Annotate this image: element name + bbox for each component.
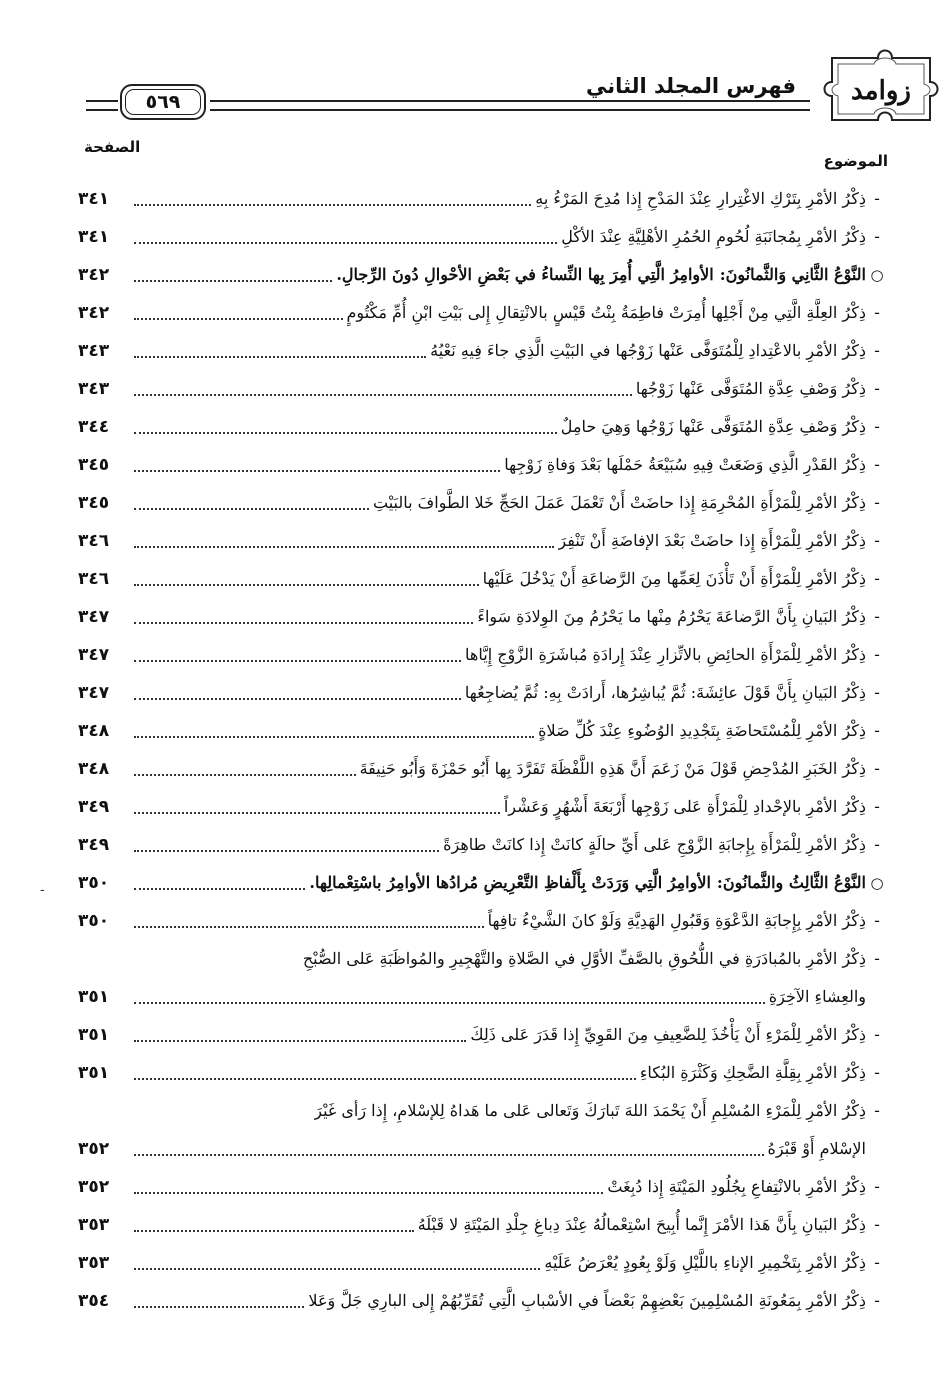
entry-dash-icon: - — [874, 455, 880, 474]
dot-leader — [134, 470, 500, 472]
entry-page-number: ٣٤٩ — [78, 797, 110, 817]
entry-page-number: ٣٤٣ — [78, 379, 110, 399]
index-entry — [78, 940, 888, 1016]
index-entry — [78, 560, 888, 598]
dot-leader — [134, 204, 531, 206]
entry-text: ذِكْرُ الأمْرِ بالمُبادَرَةِ في اللُّحُوقِ بالصَّفِّ الأوَّلِ في الصَّلاةِ والتَّهْجِيرِ والمُواظَبَةِ عَلى الصُّبْحِ — [302, 949, 866, 968]
index-entry — [78, 484, 888, 522]
dot-leader — [134, 1192, 603, 1194]
entry-dash-icon: - — [874, 911, 880, 930]
dot-leader — [134, 318, 343, 320]
emblem-text: زوامد — [851, 76, 911, 106]
entry-page-number: ٣٤٧ — [78, 683, 110, 703]
entry-page-number: ٣٤٤ — [78, 417, 110, 437]
entry-text: ذِكْرُ العِلَّةِ الَّتِي مِنْ أَجْلِها أُمِرَتْ فاطِمَةُ بِنْتُ قَيْسٍ بالانْتِقالِ إِلى بَيْتِ ابْنِ أُمِّ مَكْتُومٍ — [346, 303, 866, 322]
entry-dash-icon: - — [874, 683, 880, 702]
index-entry — [78, 1168, 888, 1206]
index-entry — [78, 1092, 888, 1168]
entry-text: الأوامِرُ الَّتِي وَرَدَتْ بِأَلْفاظِ التَّعْرِيضِ مُرادُها الأوامِرُ باسْتِعْمالِها. — [309, 873, 711, 892]
dot-leader — [134, 1040, 466, 1042]
dot-leader — [134, 1078, 636, 1080]
section-heading-label: النَّوْعُ الثَّانِي وَالثَّمانُونَ: — [719, 265, 866, 284]
entry-dash-icon: - — [874, 645, 880, 664]
section-bullet-icon: ○ — [870, 266, 884, 284]
entry-text: ذِكْرُ الأمْرِ بِمَعُونَةِ المُسْلِمِينَ بَعْضِهِمْ بَعْضاً في الأسْبابِ الَّتِي تُقَرِّبُهُمْ إِلى البارِي جَلَّ وَعَلا — [308, 1291, 866, 1310]
index-entry — [78, 218, 888, 256]
section-heading-label: النَّوْعُ الثَّالِثُ والثَّمانُونَ: — [716, 873, 866, 892]
margin-mark: - — [40, 882, 45, 898]
dot-leader — [134, 888, 305, 890]
entry-text: الإسْلامِ أَوْ قَبْرَهُ — [767, 1139, 866, 1158]
entry-text: ذِكْرُ الخَبَرِ المُدْحِضِ قَوْلَ مَنْ زَعَمَ أَنَّ هَذِهِ اللَّفْظَةَ تَفَرَّدَ بِها أَبُو حَمْزَةَ وَأَبُو حَنِيفَةَ — [359, 759, 866, 778]
entry-dash-icon: - — [874, 493, 880, 512]
entry-dash-icon: - — [874, 1063, 880, 1082]
entry-page-number: ٣٤٢ — [78, 265, 110, 285]
index-entry — [78, 674, 888, 712]
index-entry — [78, 1206, 888, 1244]
index-entry — [78, 294, 888, 332]
entry-dash-icon: - — [874, 1215, 880, 1234]
entry-page-number: ٣٥٤ — [78, 1291, 110, 1311]
dot-leader — [134, 546, 554, 548]
entry-dash-icon: - — [874, 341, 880, 360]
entry-dash-icon: - — [874, 1025, 880, 1044]
entry-text: ذِكْرُ الأمْرِ بِإِجابَةِ الدَّعْوَةِ وَقَبُولِ الهَدِيَّةِ وَلَوْ كانَ الشَّيْءُ تافِهاً — [487, 911, 866, 930]
entry-dash-icon: - — [874, 1253, 880, 1272]
index-entry — [78, 332, 888, 370]
index-entry — [78, 788, 888, 826]
index-entry — [78, 636, 888, 674]
dot-leader — [134, 1306, 304, 1308]
entry-text: ذِكْرُ الأمْرِ بالإحْدادِ لِلْمَرْأَةِ عَلى زَوْجِها أَرْبَعَةَ أَشْهُرٍ وَعَشْراً — [503, 797, 866, 816]
dot-leader — [134, 1268, 540, 1270]
entry-page-number: ٣٥١ — [78, 1063, 110, 1083]
entry-page-number: ٣٤١ — [78, 227, 110, 247]
dot-leader — [134, 356, 426, 358]
entry-text: ذِكْرُ البَيانِ بِأَنَّ الرَّضاعَةَ يَحْرُمُ مِنْها ما يَحْرُمُ مِنَ الوِلادَةِ سَواءً — [477, 607, 866, 626]
dot-leader — [134, 850, 439, 852]
column-heading-page: الصفحة — [84, 138, 141, 156]
entry-page-number: ٣٤٩ — [78, 835, 110, 855]
entry-text: ذِكْرُ وَصْفِ عِدَّةِ المُتَوَفَّى عَنْها زَوْجُها وَهِيَ حامِلٌ — [560, 417, 866, 436]
page-title: فهرس المجلد الثاني — [586, 74, 796, 98]
entry-page-number: ٣٤٥ — [78, 455, 110, 475]
entry-page-number: ٣٤٨ — [78, 759, 110, 779]
entry-text: ذِكْرُ الأمْرِ لِلْمَرْأَةِ الحائِضِ بالاتِّزارِ عِنْدَ إِرادَةِ مُباشَرَةِ الزَّوْجِ إِيَّاها — [465, 645, 866, 664]
entry-dash-icon: - — [874, 1291, 880, 1310]
dot-leader — [134, 280, 332, 282]
entry-dash-icon: - — [874, 759, 880, 778]
dot-leader — [134, 394, 632, 396]
index-entry — [78, 446, 888, 484]
section-heading-entry — [78, 864, 888, 902]
entry-dash-icon: - — [874, 607, 880, 626]
dot-leader — [134, 508, 369, 510]
entry-page-number: ٣٤٢ — [78, 303, 110, 323]
entry-text: ذِكْرُ الأمْرِ بِمُجانَبَةِ لُحُومِ الحُمُرِ الأهْلِيَّةِ عِنْدَ الأكْلِ — [561, 227, 866, 246]
entry-page-number: ٣٥١ — [78, 987, 110, 1007]
index-entries-list — [78, 180, 888, 1320]
dot-leader — [134, 926, 484, 928]
page-number: ٥٦٩ — [120, 84, 206, 120]
entry-text: ذِكْرُ الأمْرِ بالاعْتِدادِ لِلْمُتَوَفَّى عَنْها زَوْجُها في البَيْتِ الَّذِي جاءَ فِيهِ نَعْيُهُ — [430, 341, 866, 360]
index-entry — [78, 826, 888, 864]
header-rule-left — [86, 100, 118, 111]
column-heading-topic: الموضوع — [823, 152, 888, 170]
index-entry — [78, 180, 888, 218]
entry-page-number: ٣٤٥ — [78, 493, 110, 513]
entry-dash-icon: - — [874, 379, 880, 398]
entry-dash-icon: - — [874, 303, 880, 322]
entry-dash-icon: - — [874, 531, 880, 550]
entry-page-number: ٣٤٣ — [78, 341, 110, 361]
index-entry — [78, 712, 888, 750]
entry-dash-icon: - — [874, 417, 880, 436]
entry-dash-icon: - — [874, 797, 880, 816]
dot-leader — [134, 1002, 765, 1004]
dot-leader — [134, 584, 479, 586]
entry-dash-icon: - — [874, 189, 880, 208]
entry-page-number: ٣٤٧ — [78, 607, 110, 627]
entry-text: الأوامِرُ الَّتِي أُمِرَ بِها النِّساءُ في بَعْضِ الأحْوالِ دُونَ الرِّجالِ. — [336, 265, 714, 284]
entry-text: ذِكْرُ الأمْرِ لِلْمَرْءِ المُسْلِمِ أَنْ يَحْمَدَ اللهَ تَبارَكَ وَتَعالى عَلى ما هَداهُ لِلإسْلامِ، إِذا رَأى غَيْرَ — [314, 1101, 866, 1120]
index-entry — [78, 370, 888, 408]
dot-leader — [134, 1230, 414, 1232]
index-entry — [78, 598, 888, 636]
entry-text: ذِكْرُ الأمْرِ لِلْمَرْأَةِ المُحْرِمَةِ إِذا حاضَتْ أَنْ تَعْمَلَ عَمَلَ الحَجِّ خَلا الطَّوافَ بالبَيْتِ — [373, 493, 866, 512]
entry-dash-icon: - — [874, 1101, 880, 1120]
entry-text: ذِكْرُ الأمْرِ لِلْمَرْأَةِ بِإِجابَةِ الزَّوْجِ عَلى أَيِّ حالَةٍ كانَتْ إِذا كانَتْ طاهِرَةً — [443, 835, 866, 854]
entry-text: ذِكْرُ الأمْرِ لِلْمَرْأَةِ إِذا حاضَتْ بَعْدَ الإفاضَةِ أَنْ تَنْفِرَ — [558, 531, 866, 550]
entry-page-number: ٣٤٦ — [78, 531, 110, 551]
dot-leader — [134, 698, 461, 700]
index-entry — [78, 1054, 888, 1092]
entry-page-number: ٣٥٢ — [78, 1139, 110, 1159]
dot-leader — [134, 1154, 764, 1156]
entry-page-number: ٣٥٣ — [78, 1253, 110, 1273]
puzzle-emblem-icon — [818, 44, 940, 126]
entry-page-number: ٣٤١ — [78, 189, 110, 209]
index-entry — [78, 750, 888, 788]
entry-text: ذِكْرُ الأمْرِ بِتَرْكِ الاغْتِرارِ عِنْدَ المَدْحِ إِذا مُدِحَ المَرْءُ بِهِ — [535, 189, 866, 208]
dot-leader — [134, 432, 557, 434]
index-entry — [78, 1282, 888, 1320]
entry-text: ذِكْرُ الأمْرِ بِقِلَّةِ الضَّحِكِ وَكَثْرَةِ البُكاءِ — [639, 1063, 866, 1082]
entry-dash-icon: - — [874, 569, 880, 588]
entry-text: ذِكْرُ الأمْرِ بِتَخْمِيرِ الإناءِ باللَّيْلِ وَلَوْ بِعُودٍ يُعْرَضُ عَلَيْهِ — [544, 1253, 866, 1272]
entry-dash-icon: - — [874, 949, 880, 968]
entry-page-number: ٣٤٨ — [78, 721, 110, 741]
entry-text: ذِكْرُ الأمْرِ لِلْمَرْءِ أَنْ يَأْخُذَ لِلضَّعِيفِ مِنَ القَوِيِّ إِذا قَدَرَ عَلى ذَلِكَ — [470, 1025, 866, 1044]
entry-dash-icon: - — [874, 1177, 880, 1196]
dot-leader — [134, 812, 500, 814]
index-entry — [78, 408, 888, 446]
entry-page-number: ٣٥٣ — [78, 1215, 110, 1235]
entry-text: ذِكْرُ البَيانِ بِأَنَّ هَذا الأمْرَ إِنَّما أُبِيحَ اسْتِعْمالُهُ عِنْدَ دِباغِ جِلْدِ المَيْتَةِ لا قَبْلَهُ — [417, 1215, 866, 1234]
section-heading-entry — [78, 256, 888, 294]
entry-page-number: ٣٤٦ — [78, 569, 110, 589]
entry-text: ذِكْرُ القَدْرِ الَّذِي وَضَعَتْ فِيهِ سُبَيْعَةُ حَمْلَها بَعْدَ وَفاةِ زَوْجِها — [504, 455, 866, 474]
entry-text: ذِكْرُ الأمْرِ لِلْمُسْتَحاضَةِ بِتَجْدِيدِ الوُضُوءِ عِنْدَ كُلِّ صَلاةٍ — [538, 721, 866, 740]
index-entry — [78, 1016, 888, 1054]
entry-dash-icon: - — [874, 835, 880, 854]
index-entry — [78, 902, 888, 940]
entry-page-number: ٣٥٢ — [78, 1177, 110, 1197]
entry-text: ذِكْرُ الأمْرِ بالانْتِفاعِ بِجُلُودِ المَيْتَةِ إِذا دُبِغَتْ — [607, 1177, 866, 1196]
dot-leader — [134, 242, 557, 244]
entry-dash-icon: - — [874, 227, 880, 246]
entry-page-number: ٣٥٠ — [78, 911, 110, 931]
entry-page-number: ٣٥٠ — [78, 873, 110, 893]
index-entry — [78, 1244, 888, 1282]
entry-text: والعِشاءِ الآخِرَةِ — [768, 987, 866, 1006]
entry-text: ذِكْرُ وَصْفِ عِدَّةِ المُتَوَفَّى عَنْها زَوْجُها — [635, 379, 866, 398]
dot-leader — [134, 774, 356, 776]
dot-leader — [134, 736, 534, 738]
header-rule-right — [210, 100, 810, 111]
section-bullet-icon: ○ — [870, 874, 884, 892]
entry-page-number: ٣٤٧ — [78, 645, 110, 665]
entry-page-number: ٣٥١ — [78, 1025, 110, 1045]
entry-text: ذِكْرُ الأمْرِ لِلْمَرْأَةِ أَنْ تَأْذَنَ لِعَمِّها مِنَ الرَّضاعَةِ أَنْ يَدْخُلَ عَلَيْها — [482, 569, 866, 588]
dot-leader — [134, 622, 473, 624]
entry-text: ذِكْرُ البَيانِ بِأَنَّ قَوْلَ عائِشَةَ: ثُمَّ يُباشِرُها، أَرادَتْ بِهِ: ثُمَّ يُضاجِعُها — [464, 683, 866, 702]
index-entry — [78, 522, 888, 560]
entry-dash-icon: - — [874, 721, 880, 740]
dot-leader — [134, 660, 461, 662]
